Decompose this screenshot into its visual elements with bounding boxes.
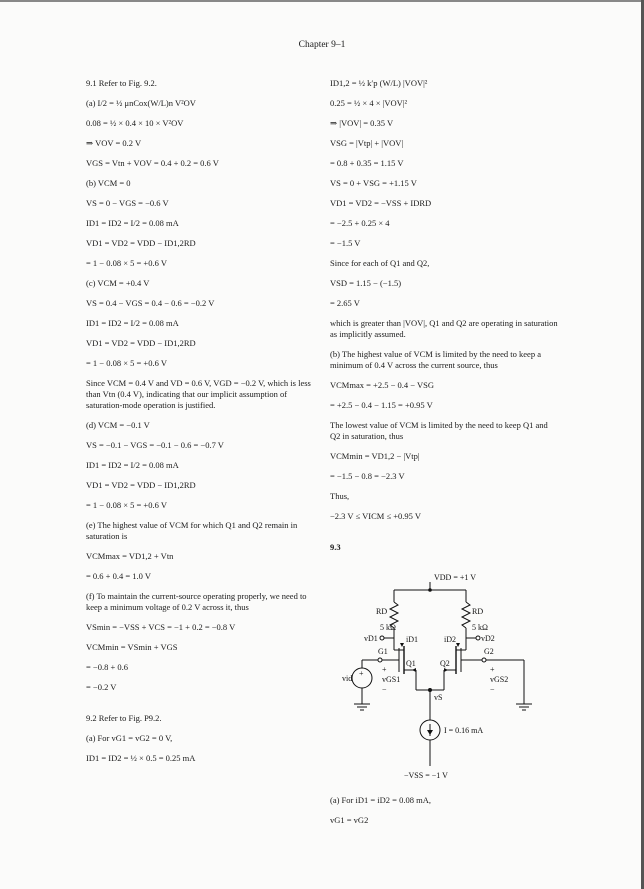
circuit-diagram [340,572,540,787]
left-line: (d) VCM = −0.1 V [86,420,150,430]
scan-top-edge [0,0,644,2]
g1-label: G1 [378,647,388,656]
right-line: VCMmax = +2.5 − 0.4 − VSG [330,380,435,390]
left-column [86,78,318,773]
left-line: ID1 = ID2 = I/2 = 0.08 mA [86,318,179,328]
vs-node [428,688,432,692]
right-line: 0.25 = ½ × 4 × |VOV|² [330,98,407,108]
g2-label: G2 [484,647,494,656]
left-line: VS = 0.4 − VGS = 0.4 − 0.6 = −0.2 V [86,298,215,308]
vgs2-plus: + [490,665,495,674]
vss-label: −VSS = −1 V [404,771,448,780]
left-line: = −0.2 V [86,682,117,692]
vs-label: vS [434,693,443,702]
left-line: (f) To maintain the current-source operating properly, we need to keep a minimum voltage of 0.2 V across it, thus [86,591,307,612]
left-line: ID1 = ID2 = I/2 = 0.08 mA [86,218,179,228]
vgs2-label: vGS2 [490,675,509,684]
right-line: ⇒ |VOV| = 0.35 V [330,118,394,128]
vgs1-label: vGS1 [382,675,401,684]
left-line: (a) For vG1 = vG2 = 0 V, [86,733,173,743]
left-line: (c) VCM = +0.4 V [86,278,150,288]
circuit-figure [340,572,540,787]
right-line: = 2.65 V [330,298,360,308]
vgs1-minus: − [382,685,387,694]
current-arrow [427,730,433,735]
id2-label: iD2 [444,635,456,644]
bottom-line: vG1 = vG2 [330,815,369,825]
left-line: VD1 = VD2 = VDD − ID1,2RD [86,480,196,490]
bottom-right-text [330,795,560,835]
vgs1-plus: + [382,665,387,674]
left-line: VS = −0.1 − VGS = −0.1 − 0.6 = −0.7 V [86,440,224,450]
right-line: VSD = 1.15 − (−1.5) [330,278,402,288]
left-line: VGS = Vtn + VOV = 0.4 + 0.2 = 0.6 V [86,158,219,168]
rd2-resistor [462,602,470,628]
left-line: VCMmin = VSmin + VGS [86,642,178,652]
current-label: I = 0.16 mA [444,726,484,735]
right-line: = −1.5 − 0.8 = −2.3 V [330,471,405,481]
left-line: = 1 − 0.08 × 5 = +0.6 V [86,500,167,510]
rd1-value: 5 kΩ [380,623,396,632]
right-line: = 0.8 + 0.35 = 1.15 V [330,158,404,168]
right-line: Thus, [330,491,350,501]
vd1-label: vD1 [364,634,378,643]
rd2-value: 5 kΩ [472,623,488,632]
left-line: = 1 − 0.08 × 5 = +0.6 V [86,258,167,268]
vgs2-minus: − [490,685,495,694]
vid-plus: + [359,669,364,678]
vid-label: vid [342,674,353,683]
right-line: Since for each of Q1 and Q2, [330,258,430,268]
left-line: 9.2 Refer to Fig. P9.2. [86,713,162,723]
vd2-label: vD2 [481,634,495,643]
left-line: Since VCM = 0.4 V and VD = 0.6 V, VGD = −0.2 V, which is less than Vtn (0.4 V), indicating that our implicit assumption of saturation-mode operation is justified. [86,378,311,410]
left-line: VSmin = −VSS + VCS = −1 + 0.2 = −0.8 V [86,622,236,632]
left-line: (a) I/2 = ½ μnCox(W/L)n V²OV [86,98,196,108]
left-line: ⇒ VOV = 0.2 V [86,138,142,148]
id1-label: iD1 [406,635,418,644]
left-line: = 0.6 + 0.4 = 1.0 V [86,571,151,581]
right-line: VCMmin = VD1,2 − |Vtp| [330,451,420,461]
left-line: 0.08 = ½ × 0.4 × 10 × V²OV [86,118,184,128]
left-line: = −0.8 + 0.6 [86,662,129,672]
bottom-line: (a) For iD1 = iD2 = 0.08 mA, [330,795,431,805]
right-line: ID1,2 = ½ k′p (W/L) |VOV|² [330,78,428,88]
right-line: 9.3 [330,542,341,552]
right-line: = −1.5 V [330,238,361,248]
right-line: VD1 = VD2 = −VSS + IDRD [330,198,432,208]
right-line: VSG = |Vtp| + |VOV| [330,138,404,148]
right-line: = −2.5 + 0.25 × 4 [330,218,390,228]
rd2-label: RD [472,607,484,616]
vdd-label: VDD = +1 V [434,573,476,582]
left-line: ID1 = ID2 = I/2 = 0.08 mA [86,460,179,470]
q2-label: Q2 [440,659,450,668]
right-line: VS = 0 + VSG = +1.15 V [330,178,417,188]
left-line: VD1 = VD2 = VDD − ID1,2RD [86,338,196,348]
left-line: = 1 − 0.08 × 5 = +0.6 V [86,358,167,368]
page-header: Chapter 9–1 [298,40,346,50]
q1-label: Q1 [406,659,416,668]
rd1-label: RD [376,607,388,616]
left-line: VS = 0 − VGS = −0.6 V [86,198,169,208]
right-line: −2.3 V ≤ VICM ≤ +0.95 V [330,511,422,521]
left-line: 9.1 Refer to Fig. 9.2. [86,78,157,88]
left-line: VCMmax = VD1,2 + Vtn [86,551,174,561]
right-line: which is greater than |VOV|, Q1 and Q2 are operating in saturation as implicitly assumed. [330,318,558,339]
right-line: The lowest value of VCM is limited by the need to keep Q1 and Q2 in saturation, thus [330,420,548,441]
left-line: (b) VCM = 0 [86,178,131,188]
left-line: ID1 = ID2 = ½ × 0.5 = 0.25 mA [86,753,196,763]
left-line: (e) The highest value of VCM for which Q1 and Q2 remain in saturation is [86,520,298,541]
right-column [330,78,560,562]
vd1-node [380,636,384,640]
right-line: (b) The highest value of VCM is limited by the need to keep a minimum of 0.4 V across the current source, thus [330,349,541,370]
right-line: = +2.5 − 0.4 − 1.15 = +0.95 V [330,400,433,410]
vd2-node [476,636,480,640]
left-line: VD1 = VD2 = VDD − ID1,2RD [86,238,196,248]
